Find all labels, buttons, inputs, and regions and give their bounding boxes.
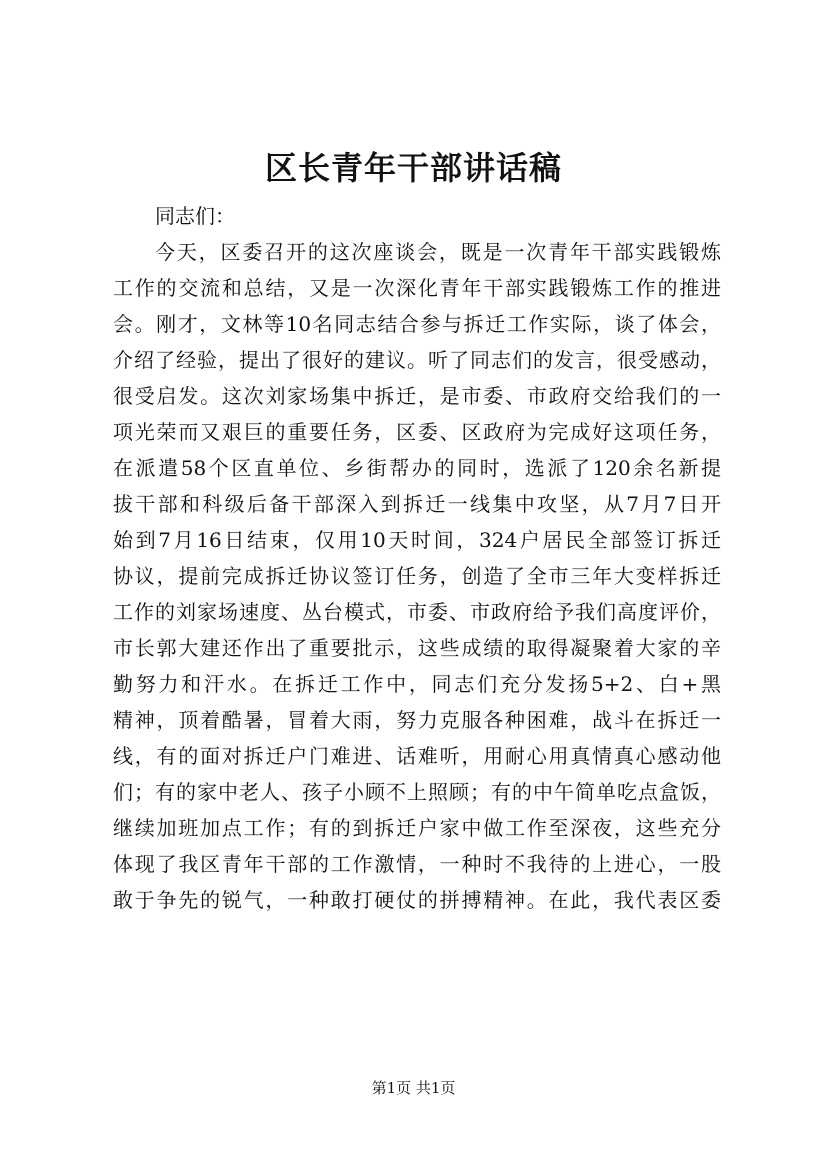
- paragraph-line: 今天，区委召开的这次座谈会，既是一次青年干部实践锻炼: [155, 240, 721, 264]
- paragraph-line: 勤努力和汗水。在拆迁工作中，同志们充分发扬5+2、白+黑: [113, 672, 721, 696]
- document-body: [113, 198, 721, 918]
- paragraph-line: 始到7月16日结束，仅用10天时间，324户居民全部签订拆迁: [113, 528, 721, 552]
- paragraph-line: 会。刚才，文林等10名同志结合参与拆迁工作实际，谈了体会，: [113, 312, 721, 336]
- paragraph-line: 精神，顶着酷暑，冒着大雨，努力克服各种困难，战斗在拆迁一: [113, 708, 721, 732]
- document-title: 区长青年干部讲话稿: [264, 149, 562, 187]
- paragraph-line: 很受启发。这次刘家场集中拆迁，是市委、市政府交给我们的一: [113, 384, 721, 408]
- paragraph-line: 体现了我区青年干部的工作激情，一种时不我待的上进心，一股: [113, 852, 721, 876]
- paragraph-line: 项光荣而又艰巨的重要任务，区委、区政府为完成好这项任务，: [113, 420, 721, 444]
- page-footer: 第1页 共1页: [371, 1079, 456, 1097]
- paragraph-line: 市长郭大建还作出了重要批示，这些成绩的取得凝聚着大家的辛: [113, 636, 721, 660]
- paragraph-line: 介绍了经验，提出了很好的建议。听了同志们的发言，很受感动，: [113, 348, 721, 372]
- greeting-line: 同志们：: [155, 204, 235, 228]
- paragraph-line: 工作的刘家场速度、丛台模式，市委、市政府给予我们高度评价，: [113, 600, 721, 624]
- paragraph-line: 拔干部和科级后备干部深入到拆迁一线集中攻坚，从7月7日开: [113, 492, 721, 516]
- paragraph-line: 们；有的家中老人、孩子小顾不上照顾；有的中午简单吃点盒饭，: [113, 780, 721, 804]
- paragraph-line: 线，有的面对拆迁户门难进、话难听，用耐心用真情真心感动他: [113, 744, 721, 768]
- paragraph-line: 在派遣58个区直单位、乡街帮办的同时，选派了120余名新提: [113, 456, 721, 480]
- paragraph-line: 敢于争先的锐气，一种敢打硬仗的拼搏精神。在此，我代表区委: [113, 888, 721, 912]
- paragraph-line: 工作的交流和总结，又是一次深化青年干部实践锻炼工作的推进: [113, 276, 721, 300]
- paragraph-line: 协议，提前完成拆迁协议签订任务，创造了全市三年大变样拆迁: [113, 564, 721, 588]
- paragraph-line: 继续加班加点工作；有的到拆迁户家中做工作至深夜，这些充分: [113, 816, 721, 840]
